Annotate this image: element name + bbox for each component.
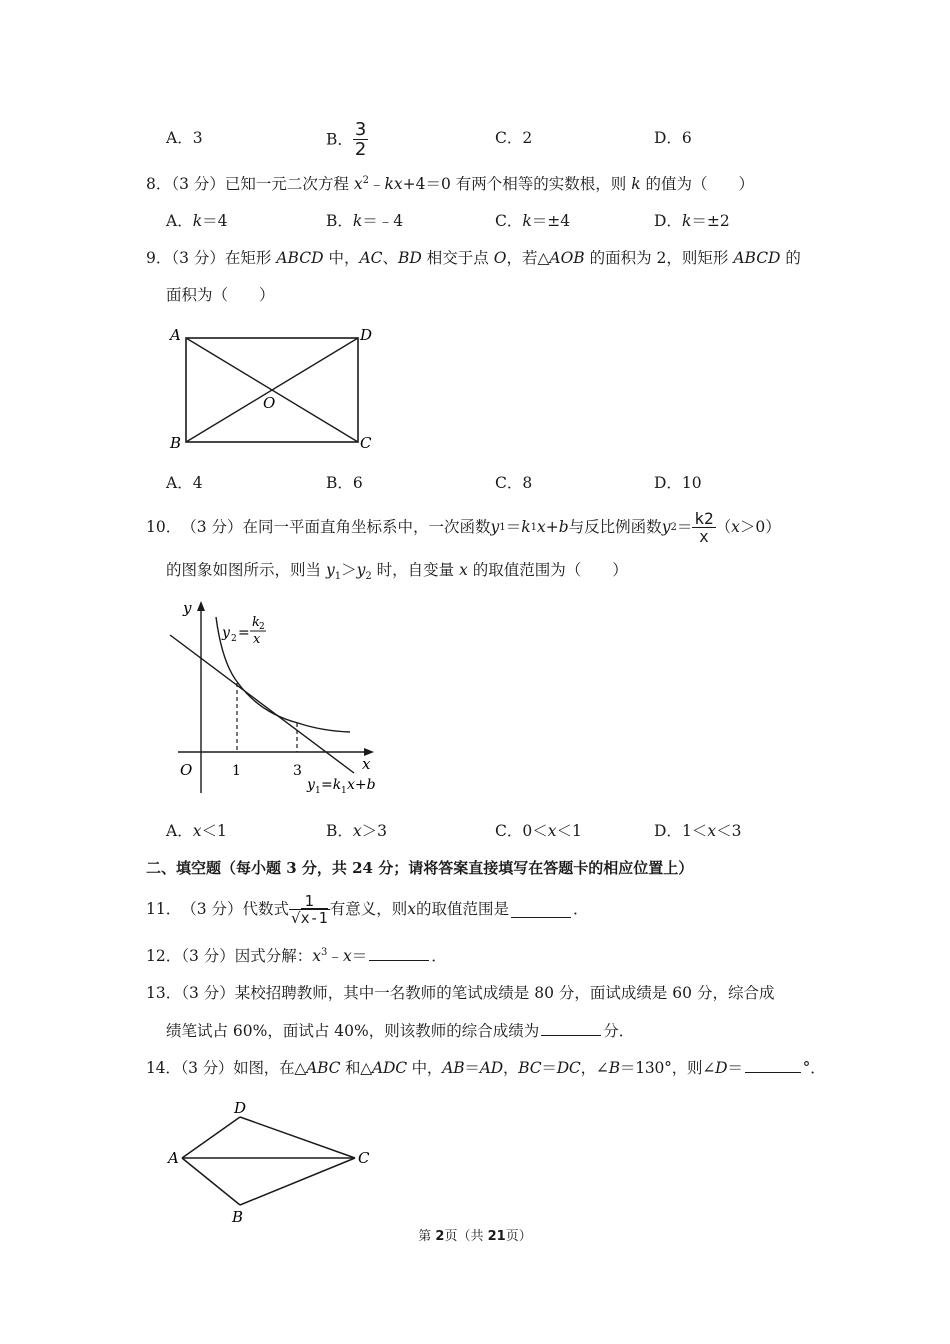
var-y: y bbox=[356, 561, 366, 579]
subscript: 1 bbox=[334, 571, 342, 583]
var-x: x bbox=[459, 561, 468, 579]
fraction-denominator: 2 bbox=[354, 139, 367, 160]
question-number: 8． bbox=[146, 175, 172, 194]
q9-option-b: B．6 bbox=[326, 474, 363, 492]
y1-label: y bbox=[307, 777, 315, 793]
var-kx: kx bbox=[384, 175, 403, 194]
question-number: 13． bbox=[146, 984, 182, 1002]
answer-blank[interactable] bbox=[511, 916, 571, 918]
q9-text: 相交于点 bbox=[421, 249, 494, 267]
y2-label-den: x bbox=[253, 632, 261, 647]
fraction-denominator bbox=[289, 909, 330, 926]
var-x: x bbox=[407, 900, 416, 919]
question-score: （3 分） bbox=[181, 984, 235, 1002]
var-y: y bbox=[490, 518, 500, 537]
question-score: （3 分） bbox=[181, 947, 235, 966]
label-d: D bbox=[234, 1099, 247, 1117]
question-10-line-2 bbox=[166, 563, 628, 582]
q10-text: ＝ bbox=[676, 518, 693, 537]
page-footer bbox=[0, 1230, 950, 1243]
q7-option-b bbox=[326, 121, 368, 159]
superscript: 3 bbox=[321, 947, 328, 958]
q8-text: ﹣ bbox=[368, 175, 385, 194]
q10-option-b bbox=[326, 824, 387, 840]
q9-option-d: D．10 bbox=[654, 474, 702, 492]
question-9-line-2: 面积为（ ） bbox=[166, 286, 275, 304]
q7-option-b-fraction bbox=[353, 121, 368, 159]
question-14 bbox=[146, 1061, 826, 1077]
q14-text: 中， bbox=[406, 1059, 443, 1077]
var-x: x bbox=[536, 518, 546, 537]
question-12 bbox=[146, 948, 447, 965]
q10-text: ＞ bbox=[341, 561, 357, 579]
option-value: ＝±2 bbox=[691, 212, 730, 230]
q7-option-b-label: B． bbox=[326, 130, 353, 149]
q10-text: ＝ bbox=[505, 518, 522, 537]
footer-text: 第 bbox=[418, 1229, 436, 1244]
footer-total-pages: 21 bbox=[487, 1229, 506, 1244]
var-x: x bbox=[192, 822, 202, 840]
q10-text: 在同一平面直角坐标系中，一次函数 bbox=[242, 518, 491, 537]
q10-text: 时，自变量 bbox=[371, 561, 460, 579]
question-number: 14． bbox=[146, 1059, 181, 1077]
question-10 bbox=[146, 508, 781, 548]
option-label: C． bbox=[495, 212, 523, 230]
q11-text: 的取值范围是 bbox=[415, 900, 509, 919]
footer-page-number: 2 bbox=[435, 1229, 445, 1244]
answer-blank[interactable] bbox=[541, 1034, 601, 1036]
option-label: A． bbox=[166, 822, 193, 840]
fraction-numerator: 1 bbox=[304, 892, 315, 910]
label-b: B bbox=[232, 1208, 244, 1226]
q8-option-a bbox=[166, 214, 227, 230]
q10-text: 与反比例函数 bbox=[568, 518, 662, 537]
q14-text: °． bbox=[802, 1059, 826, 1077]
var-x: x bbox=[312, 947, 322, 966]
q14-text: ＝ bbox=[541, 1059, 557, 1077]
segment-bc bbox=[240, 1158, 355, 1205]
q10-option-a bbox=[166, 824, 227, 840]
q10-text: ＞0） bbox=[739, 518, 781, 537]
q14-text: 和△ bbox=[340, 1059, 372, 1077]
q14-text: ，∠ bbox=[580, 1059, 609, 1077]
var-k: k bbox=[522, 212, 532, 230]
option-label: B． bbox=[326, 822, 353, 840]
q9-text: ，若△ bbox=[506, 249, 550, 267]
option-prefix: 1＜ bbox=[681, 822, 708, 840]
q8-option-d bbox=[654, 214, 730, 230]
question-score: （3 分） bbox=[180, 1059, 234, 1077]
sqrt-radicand: x-1 bbox=[300, 909, 328, 927]
var-ad: AD bbox=[479, 1059, 503, 1077]
q14-text: ， bbox=[502, 1059, 519, 1077]
y-axis-label: y bbox=[183, 599, 192, 617]
option-label: B． bbox=[326, 212, 353, 230]
option-value: ＝4 bbox=[202, 212, 228, 230]
var-k: k bbox=[681, 212, 692, 230]
var-y: y bbox=[661, 518, 671, 537]
var-k: k bbox=[631, 175, 641, 194]
label-c: C bbox=[360, 434, 372, 452]
q12-text: ﹣ bbox=[327, 947, 343, 966]
tick-label-1: 1 bbox=[232, 763, 241, 779]
option-value: ＝±4 bbox=[531, 212, 571, 230]
option-label: D． bbox=[654, 822, 682, 840]
question-number: 12． bbox=[146, 947, 182, 966]
subscript: 2 bbox=[365, 571, 372, 583]
q12-text: ． bbox=[431, 947, 447, 966]
q10-fraction bbox=[692, 511, 715, 545]
option-value: ＜1 bbox=[201, 822, 227, 840]
var-abc: ABC bbox=[306, 1059, 341, 1077]
question-9 bbox=[146, 251, 801, 267]
question-13-line-2 bbox=[166, 1024, 634, 1040]
q9-text: 的 bbox=[780, 249, 801, 267]
footer-text: 页） bbox=[505, 1229, 532, 1244]
q14-text: ＝ bbox=[464, 1059, 480, 1077]
var-ab: AB bbox=[442, 1059, 465, 1077]
var-k: k bbox=[192, 212, 203, 230]
option-label: D． bbox=[654, 212, 682, 230]
label-d: D bbox=[360, 326, 373, 344]
var-x: x bbox=[353, 175, 363, 194]
q10-option-c bbox=[495, 824, 582, 840]
option-label: A． bbox=[166, 212, 193, 230]
subscript: 1 bbox=[499, 522, 506, 533]
option-value: ＝﹣4 bbox=[362, 212, 404, 230]
q12-text: ＝ bbox=[351, 947, 368, 966]
y2-label: y bbox=[222, 625, 230, 641]
q10-graph-figure bbox=[160, 595, 390, 805]
y2-label-num: k bbox=[252, 615, 260, 630]
var-abcd: ABCD bbox=[276, 249, 324, 267]
fraction-numerator bbox=[692, 511, 715, 527]
y1-label-sub: 1 bbox=[315, 786, 321, 796]
var-b: b bbox=[558, 518, 569, 537]
subscript: 2 bbox=[670, 522, 677, 533]
question-number: 11． bbox=[146, 900, 182, 919]
var-x: x bbox=[707, 822, 717, 840]
q10-text: 的取值范围为（ ） bbox=[467, 561, 628, 579]
answer-blank[interactable] bbox=[745, 1071, 801, 1073]
var-x: x bbox=[342, 947, 352, 966]
footer-text: 页（共 bbox=[444, 1229, 488, 1244]
q9-text: 在矩形 bbox=[224, 249, 277, 267]
q11-fraction bbox=[289, 894, 330, 926]
q8-text: 的值为（ ） bbox=[640, 175, 755, 194]
segment-ab bbox=[182, 1158, 240, 1205]
q8-option-b bbox=[326, 214, 403, 230]
y2-label-num-sub: 2 bbox=[259, 622, 265, 632]
q10-option-d bbox=[654, 824, 741, 840]
option-value: ＞3 bbox=[361, 822, 388, 840]
y1-label-k-sub: 1 bbox=[341, 786, 347, 796]
question-score: （3 分） bbox=[171, 249, 225, 267]
sqrt-sign: √ bbox=[291, 909, 301, 927]
x-axis-label: x bbox=[362, 755, 371, 773]
answer-blank[interactable] bbox=[369, 959, 429, 961]
option-value: ＜1 bbox=[556, 822, 582, 840]
fraction-denominator: x bbox=[692, 527, 715, 545]
var-b: B bbox=[608, 1059, 620, 1077]
section-2-heading: 二、填空题（每小题 3 分，共 24 分；请将答案直接填写在答题卡的相应位置上） bbox=[146, 859, 694, 877]
origin-label: O bbox=[180, 761, 193, 779]
var-k: k bbox=[521, 518, 531, 537]
q14-quadrilateral-figure bbox=[160, 1095, 390, 1230]
segment-ad bbox=[182, 1117, 240, 1158]
q12-text: 因式分解： bbox=[234, 947, 313, 966]
fraction-k: k bbox=[694, 509, 704, 528]
q11-text: 代数式 bbox=[242, 900, 290, 919]
var-bd: BD bbox=[398, 249, 422, 267]
var-dc: DC bbox=[556, 1059, 581, 1077]
option-label: C． bbox=[495, 822, 523, 840]
q14-text: ＝130°，则∠ bbox=[619, 1059, 716, 1077]
q7-option-a: A．3 bbox=[166, 129, 203, 147]
q13-text: 分． bbox=[603, 1022, 635, 1040]
y-axis-arrow bbox=[197, 601, 205, 611]
q11-text: 有意义，则 bbox=[329, 900, 408, 919]
tick-label-3: 3 bbox=[293, 763, 302, 779]
var-x: x bbox=[352, 822, 362, 840]
q14-text: 如图，在△ bbox=[233, 1059, 307, 1077]
q11-text: ． bbox=[572, 900, 589, 919]
var-aob: AOB bbox=[549, 249, 585, 267]
q8-text: 已知一元二次方程 bbox=[224, 175, 354, 194]
question-11 bbox=[146, 888, 589, 932]
q14-text: ＝ bbox=[727, 1059, 743, 1077]
y1-label-rest: x+b bbox=[347, 777, 376, 793]
var-y: y bbox=[325, 561, 335, 579]
question-score: （3 分） bbox=[181, 518, 243, 537]
q9-option-c: C．8 bbox=[495, 474, 533, 492]
label-a: A bbox=[170, 326, 181, 344]
question-score: （3 分） bbox=[171, 175, 225, 194]
var-o: O bbox=[493, 249, 507, 267]
var-d: D bbox=[715, 1059, 728, 1077]
q10-text: + bbox=[545, 518, 559, 537]
q9-text: 、 bbox=[382, 249, 399, 267]
y1-label-eq: =k bbox=[321, 777, 342, 793]
q7-option-c: C．2 bbox=[495, 129, 533, 147]
q10-text: （ bbox=[715, 518, 732, 537]
y2-label-eq: = bbox=[238, 625, 250, 641]
question-score: （3 分） bbox=[181, 900, 243, 919]
superscript: 2 bbox=[362, 175, 369, 186]
question-number: 10． bbox=[146, 518, 182, 537]
question-13 bbox=[146, 986, 774, 1002]
label-a: A bbox=[168, 1149, 179, 1167]
q8-text: +4＝0 有两个相等的实数根，则 bbox=[402, 175, 632, 194]
question-8 bbox=[146, 176, 754, 193]
q13-text: 某校招聘教师，其中一名教师的笔试成绩是 80 分，面试成绩是 60 分，综合成 bbox=[234, 984, 775, 1002]
var-adc: ADC bbox=[371, 1059, 407, 1077]
segment-dc bbox=[240, 1117, 355, 1158]
label-o: O bbox=[263, 394, 276, 412]
label-b: B bbox=[170, 434, 182, 452]
q8-option-c bbox=[495, 214, 570, 230]
var-x: x bbox=[731, 518, 740, 537]
q9-option-a: A．4 bbox=[166, 474, 203, 492]
var-abcd: ABCD bbox=[733, 249, 781, 267]
label-c: C bbox=[358, 1149, 370, 1167]
var-x: x bbox=[547, 822, 557, 840]
q13-text: 绩笔试占 60%，面试占 40%，则该教师的综合成绩为 bbox=[166, 1022, 540, 1040]
question-number: 9． bbox=[146, 249, 172, 267]
option-value: ＜3 bbox=[716, 822, 742, 840]
q9-text: 的面积为 2，则矩形 bbox=[584, 249, 734, 267]
var-ac: AC bbox=[359, 249, 383, 267]
q9-rectangle-figure bbox=[160, 320, 390, 460]
q7-option-d: D．6 bbox=[654, 129, 692, 147]
subscript: 1 bbox=[530, 522, 537, 533]
fraction-sub: 2 bbox=[703, 509, 714, 528]
fraction-numerator: 3 bbox=[354, 119, 367, 140]
q10-text: 的图象如图所示，则当 bbox=[166, 561, 326, 579]
var-k: k bbox=[352, 212, 363, 230]
option-prefix: 0＜ bbox=[522, 822, 548, 840]
y2-label-sub: 2 bbox=[231, 634, 237, 644]
var-bc: BC bbox=[518, 1059, 542, 1077]
q9-text: 中， bbox=[323, 249, 360, 267]
